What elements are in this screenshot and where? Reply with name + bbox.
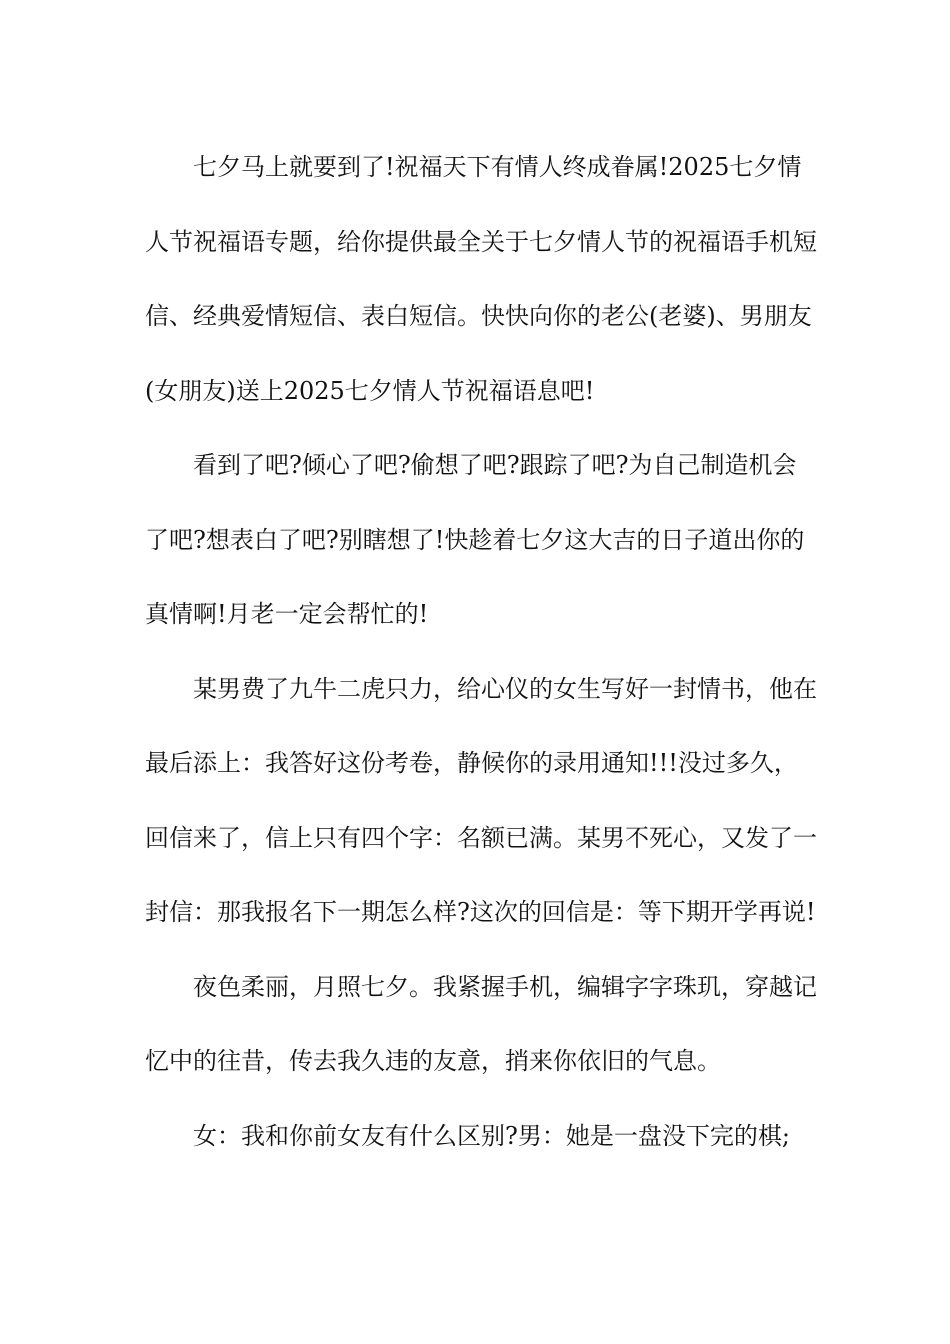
paragraph-4: 夜色柔丽，月照七夕。我紧握手机，编辑字字珠玑，穿越记忆中的往昔，传去我久违的友意，捎来你依旧的气息。 [145,972,817,1075]
paragraph-1: 七夕马上就要到了!祝福天下有情人终成眷属!2025七夕情人节祝福语专题，给你提供最全关于七夕情人节的祝福语手机短信、经典爱情短信、表白短信。快快向你的老公(老婆)、男朋友(女朋友)送上2025七夕情人节祝福语息吧! [145,153,817,405]
paragraph-3: 某男费了九牛二虎只力，给心仪的女生写好一封情书，他在最后添上：我答好这份考卷，静候你的录用通知!!!没过多久，回信来了，信上只有四个字：名额已满。某男不死心，又发了一封信：那我报名下一期怎么样?这次的回信是：等下期开学再说! [145,674,817,926]
paragraph-5: 女：我和你前女友有什么区别?男：她是一盘没下完的棋; [193,1121,790,1150]
document-body [145,130,820,1173]
paragraph-2: 看到了吧?倾心了吧?偷想了吧?跟踪了吧?为自己制造机会了吧?想表白了吧?别瞎想了!快趁着七夕这大吉的日子道出你的真情啊!月老一定会帮忙的! [145,451,805,628]
